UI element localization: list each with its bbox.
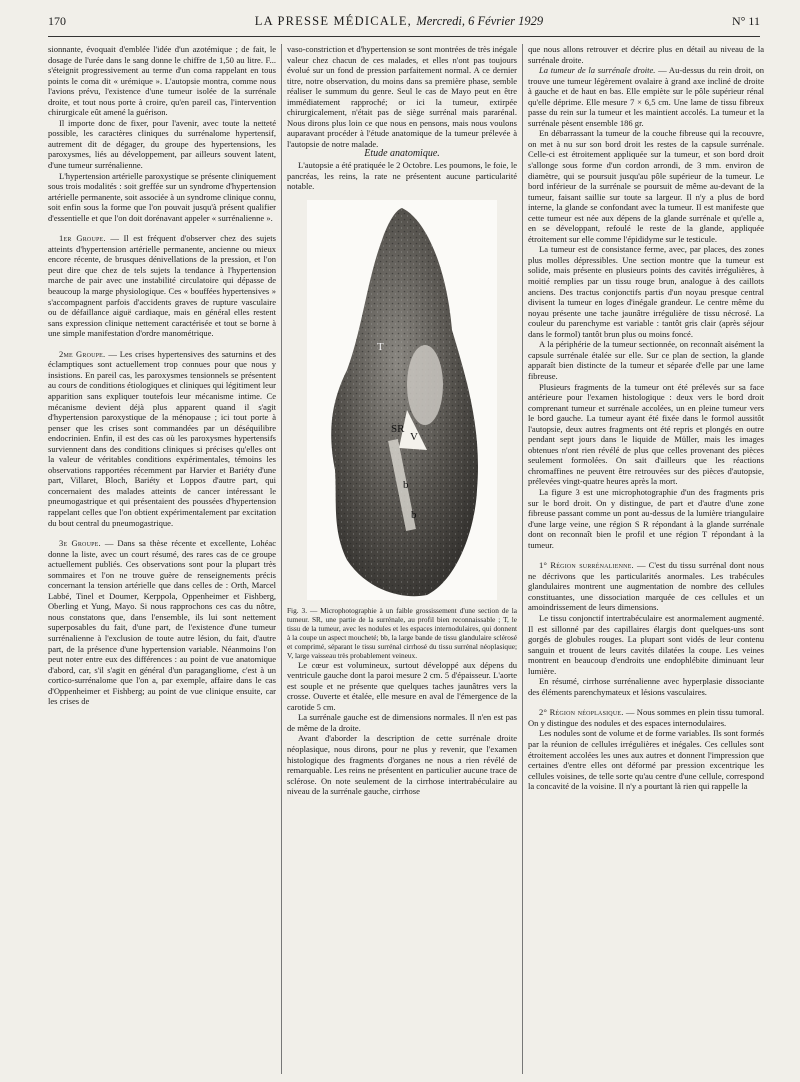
column-right xyxy=(528,44,764,1078)
group-3-text: — Dans sa thèse récente et excellente, Lohéac donne la liste, avec un court résumé, des rares cas de ce groupe actuellement publiés. Ces observations sont pour la plupart très sommaires et l'on ne trouve guère de renseignements précis concernant la tension artérielle que dans celles de : Orth, Marcel Labbé, Tinel et Doumer, Kerppola, Oppenheimer et Fishberg, Oberling et Yung, Mayo. Si nous rapprochons ces cas du nôtre, nous constatons que, dans l'ensemble, ils lui sont nettement superposables du fait, d'une part, de l'existence d'une tumeur surrénalienne à l'exclusion de toute autre lésion, du fait, d'autre part, de la présence d'une hypertension variable. Néanmoins l'on peut noter entre eux des différences : au point de vue anatomique d'abord, car, s'il s'agit en général d'un paragangliome, c'est à un cortico-surrénalome que l'on a, par exemple, affaire dans le cas d'Oppenheimer et Fishberg; au point de vue clinique ensuite, car les crises de xyxy=(48,538,276,707)
column-rule xyxy=(522,44,523,1074)
section-heading: Etude anatomique. xyxy=(364,148,440,160)
page-header xyxy=(48,14,760,37)
paragraph: sionnante, évoquait d'emblée l'idée d'un azotémique ; de fait, le dosage de l'urée dans le sang donne le chiffre de 1,50 au litre. F... s'éteignit progressivement au terme d'un coma rappelant en tous points le coma dit « urémique ». L'autopsie montra, comme nous l'avions prévu, l'existence d'une tumeur isolée de la surrénale droite, et tout nous porte à croire, qu'en pareil cas, l'intervention chirurgicale eût amené la guérison. xyxy=(48,44,276,118)
journal-name: LA PRESSE MÉDICALE xyxy=(254,14,408,28)
paragraph: En résumé, cirrhose surrénalienne avec hyperplasie dissociante des éléments parenchymateux et lésions vasculaires. xyxy=(528,676,764,697)
paragraph-group-1 xyxy=(48,233,276,338)
paragraph: Plusieurs fragments de la tumeur ont été prélevés sur sa face antérieure pour l'examen histologique : deux vers le bord droit comprenant tumeur et surrénale accolées, un en pleine tumeur vers le bord gauche. La tumeur ayant été fixée dans le formol aussitôt l'autopsie, deux autres fragments ont été repris et plongés en outre pendant sept jours dans le liquide de Müller, mais les images obtenues n'ont rien révélé de plus que celles provenant des pièces seulement formolées. On sait d'ailleurs que les réactions chromaffines ne peuvent être retrouvées sur des pièces d'autopsie, prélevées vingt-quatre heures après la mort. xyxy=(528,381,764,487)
region-1-heading: 1° Région surrénalienne. xyxy=(539,560,634,571)
paragraph: En débarrassant la tumeur de la couche fibreuse qui la recouvre, on met à nu sur son bord droit les restes de la capsule surrénale. Celle-ci est étroitement appliquée sur la tumeur, et son bord droit s'allonge sous forme d'un cordon arrondi, de 3 mm. environ de diamètre, qui se poursuit jusqu'au pôle supérieur de la tumeur. Le bord inférieur de la surrénale se poursuit de même au-devant de la tumeur, faisant saillie sur toute sa largeur. Il n'y a plus de bord interne, la glande se confondant avec la tumeur. Il est manifeste que cette tumeur est née aux dépens de la glande surrénale et qu'elle a, en se développant, refoulé le reste de la glande, appliquée étroitement sur elle comme l'épididyme sur le testicule. xyxy=(528,128,764,244)
region-2-heading: 2° Région néoplasique. xyxy=(539,707,624,718)
paragraph-region-2 xyxy=(528,707,764,728)
paragraph: L'autopsie a été pratiquée le 2 Octobre. Les poumons, le foie, le pancréas, les reins, la rate ne présentent aucune particularité notable. xyxy=(287,160,517,192)
paragraph-group-2 xyxy=(48,349,276,528)
microphotograph-figure xyxy=(307,200,497,600)
paragraph-group-3 xyxy=(48,538,276,707)
group-2-heading: 2me Groupe. xyxy=(59,348,106,359)
group-1-text: — Il est fréquent d'observer chez des sujets atteints d'hypertension artérielle permanente, ancienne ou mieux encore récente, de brusques dénivellations de la pression, et l'on peut dire que chez de tels sujets la tendance à l'hypertension marche de pair avec une instabilité circulatoire qui dépasse de beaucoup la marge physiologique. Ces « bouffées hypertensives » s'accompagnent parfois d'accidents graves de rupture vasculaire ou de défaillance aiguë cardiaque, mais en général elles restent sans expression clinique nettement caractérisée et tout se borne à une simple manifestation d'ordre manométrique. xyxy=(48,233,276,339)
region-2-text: — Nous sommes en plein tissu tumoral. On y distingue des nodules et des espaces internodulaires. xyxy=(528,707,764,728)
paragraph: que nous allons retrouver et décrire plus en détail au niveau de la surrénale droite. xyxy=(528,44,764,65)
column-left xyxy=(48,44,276,1078)
paragraph-tumeur xyxy=(528,65,764,128)
paragraph: A la périphérie de la tumeur sectionnée, on reconnaît aisément la capsule surrénale étalée sur elle. Sur ce plan de section, la glande apparaît bien distincte de la tumeur et séparée d'elle par une lame fibreuse. xyxy=(528,339,764,381)
group-2-text: — Les crises hypertensives des saturnins et des éclamptiques sont actuellement trop connues pour que nous y insistions. En pareil cas, les paroxysmes tensionnels se présentent au cours de conditions étiologiques et cliniques qui légitiment leur apparition sans expliquer toutefois leur mécanisme intime. Ce mécanisme devient déjà plus apparent quand il s'agit d'hypertension paroxystique de la ménopause ; ici tout porte à penser que les crises sont commandées par un déséquilibre endocrinien. Enfin, il est des cas où les paroxysmes hypertensifs surviennent dans des conditions cliniques si précises qu'elles ont la valeur de véritables conditions expérimentales, témoins les observations rapportées récemment par Harvier et Bariéty d'une part, Villaret, Bloch, Bariéty et Loppos d'autre part, qui concernaient des malades atteints de cancer intéressant le pneumogastrique et qui présentaient des poussées d'hypertension rappelant celles que l'on obtient expérimentalement par excitation du bout central du pneumogastrique. xyxy=(48,348,276,528)
issue-number: N° 11 xyxy=(731,14,760,28)
figure-label-sr: SR xyxy=(391,422,405,435)
surrenal-region xyxy=(407,345,443,425)
paragraph: Les nodules sont de volume et de forme variables. Ils sont formés par la réunion de cellules irrégulières et inégales. Ces cellules sont étroitement accolées les unes aux autres et donnent l'impression que certaines d'entre elles ont déformé par pression excentrique les cellules voisines, de telle sorte qu'au centre d'une cellule, correspond la concavité de la voisine. Il n'y a pourtant là rien qui rappelle la xyxy=(528,728,764,792)
figure-label-v: V xyxy=(410,430,418,443)
paragraph-region-1 xyxy=(528,560,764,613)
figure-caption: Fig. 3. — Microphotographie à un faible grossissement d'une section de la tumeur. SR, une partie de la surrénale, au profil bien reconnaissable ; T, le tissu de la tumeur, avec les nodules et les espaces internodulaires, qui donnent à la coupe un aspect moucheté; bb, la large bande de tissu glandulaire sclérosé et comprimé, séparant le tissu surrénal cirrhosé du tissu surrénal néoplasique; V, large vaisseau très probablement veineux. xyxy=(287,605,517,660)
tumeur-heading: La tumeur de la surrénale droite. xyxy=(539,65,656,76)
figure-label-b: b xyxy=(411,508,417,521)
figure-label-b: b xyxy=(403,478,409,491)
paragraph: La surrénale gauche est de dimensions normales. Il n'en est pas de même de la droite. xyxy=(287,712,517,733)
tumeur-text: — Au-dessus du rein droit, on trouve une tumeur légèrement ovalaire à grand axe incliné de droite à gauche et de haut en bas. Elle empiète sur le pôle supérieur rénal qu'elle déprime. Elle mesure 7 × 6,5 cm. Une lame de tissu fibreux passe du rein sur la tumeur et les maintient accolés. La tumeur et la surrénale pèsent ensemble 186 gr. xyxy=(528,65,764,128)
group-3-heading: 3e Groupe. xyxy=(59,538,101,549)
microphotograph-image xyxy=(307,200,497,600)
journal-title: LA PRESSE MÉDICALE, Mercredi, 6 Février 1929 xyxy=(254,14,544,28)
paragraph: Avant d'aborder la description de cette surrénale droite néoplasique, nous dirons, pour ne plus y revenir, que l'examen histologique des fragments d'organes ne nous a rien révélé de remarquable. Les reins ne présentent en particulier aucune trace de sclérose. On note seulement de la cirrhose intertrabéculaire au niveau de la surrénale gauche, cirrhose xyxy=(287,733,517,797)
region-1-text: — C'est du tissu surrénal dont nous ne décrivons que les particularités anormales. Les trabécules glandulaires montrent une augmentation de nombre des cellules constituantes, une dissociation marquée de ces cellules et un amoindrissement de leurs dimensions. xyxy=(528,560,764,613)
issue-date: Mercredi, 6 Février 1929 xyxy=(416,14,544,28)
paragraph: Le tissu conjonctif intertrabéculaire est anormalement augmenté. Il est sillonné par des capillaires élargis dont quelques-uns sont gorgés de globules rouges. La plupart sont vidés de leur contenu sanguin et trouent de leurs cavités dilatées la coupe. Les veines montrent en beaucoup d'endroits une endophlébite diminuant leur lumière. xyxy=(528,612,764,676)
paragraph: L'hypertension artérielle paroxystique se présente cliniquement sous trois modalités : soit greffée sur un syndrome d'hypertension artérielle permanente, soit associée à un syndrome clinique connu, soit enfin sous la forme que l'on pouvait jusqu'à présent qualifier d'essentielle et que l'on doit dorénavant appeler « surrénalienne ». xyxy=(48,170,276,223)
group-1-heading: 1er Groupe. xyxy=(59,233,106,244)
paragraph: Le cœur est volumineux, surtout développé aux dépens du ventricule gauche dont la paroi mesure 2 cm. 5 d'épaisseur. L'aorte est souple et ne présente que quelques taches jaunâtres vers la crosse. Ouverte et étalée, elle mesure en aval de l'émergence de la carotide 5 cm. xyxy=(287,659,517,712)
column-middle xyxy=(287,44,517,1078)
paragraph: La tumeur est de consistance ferme, avec, par places, des zones plus molles dépressibles. Une section montre que la tumeur est solide, mais présente en plusieurs points des cavités irrégulières, à moitié remplies par un tissu rouge brun, analogue à des caillots anciens. Des tractus conjonctifs partis d'un noyau presque central divisent la tumeur en loges d'inégale grandeur. Le centre même du noyau présente une tache jaunâtre irrégulière de tissu nécrosé. La couleur du parenchyme est variable : tantôt gris clair (après séjour dans le formol) tantôt brun plus ou moins foncé. xyxy=(528,244,764,339)
figure-label-t: T xyxy=(377,340,384,353)
paragraph: Il importe donc de fixer, pour l'avenir, avec toute la netteté possible, les caractères cliniques du surrénalome hypertensif, autrement dit de dégager, du groupe des hypertensions, les paroxysmes, liés au développement, par ailleurs souvent latent, d'une tumeur surrénalienne. xyxy=(48,117,276,171)
paragraph: La figure 3 est une microphotographie d'un des fragments pris sur le bord droit. On y distingue, de part et d'autre d'une zone fibreuse passant comme un pont au-dessus de la lumière triangulaire d'une large veine, une région S R répondant à la glande surrénale dont on reconnaît bien le profil et une région T répondant à la tumeur. xyxy=(528,486,764,550)
column-rule xyxy=(281,44,282,1074)
paragraph: vaso-constriction et d'hypertension se sont montrées de très inégale valeur chez chacun de ces malades, et elles n'ont pas toujours évolué sur un fond de pression parfaitement normal. A ce dernier titre, notre observation, du moins dans sa première phase, semble réaliser le summum du genre. Seul le cas de Mayo peut en être immédiatement rapproché; or ici la tumeur, extirpée chirurgicalement, n'était pas de siège surrénal mais pararénal. Nous dirons plus loin ce que nous en pensons, mais nous voulons auparavant procéder à l'étude anatomique de la tumeur prélevée à l'autopsie de notre malade. xyxy=(287,44,517,149)
page-number: 170 xyxy=(48,14,66,28)
